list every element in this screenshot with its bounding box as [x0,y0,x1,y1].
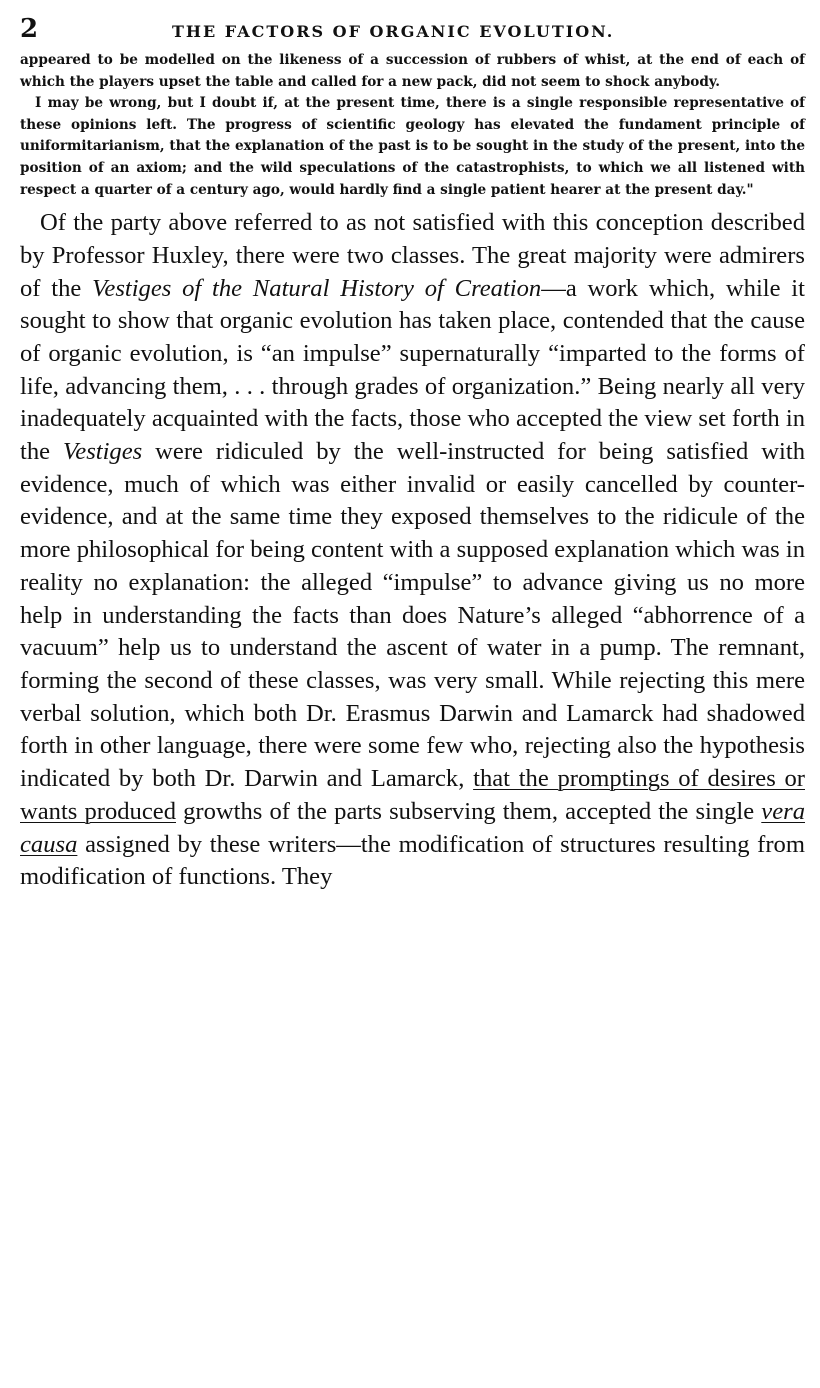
underlined-phrase: that the promptings of desires or wants produced [20,765,805,825]
body-paragraph [20,207,805,894]
quote-paragraph: I may be wrong, but I doubt if, at the present time, there is a single responsible representative of these opinions left. The progress of scientific geology has elevated the fundament principle of uniformitarianism, that the explanation of the past is to be sought in the study of the present, into the position of an axiom; and the wild speculations of the catastrophists, to which we all listened with respect a quarter of a century ago, would hardly find a single patient hearer at the present day." [20,95,805,198]
body-text-segment: assigned by these writers—the modification of structures resulting from modification of functions. They [20,830,805,891]
page-number: 2 [20,14,39,44]
quote-continuation: appeared to be modelled on the likeness of a succession of rubbers of whist, at the end of each of which the players upset the table and called for a new pack, did not seem to shock anybody. [20,52,805,90]
block-quotation [20,50,805,201]
italic-latin-phrase: vera causa [20,797,805,858]
body-text-segment: Of the party above referred to as not satisfied with this conception described by Professor Huxley, there were two classes. The great majority were admirers of the [20,209,805,302]
running-head [20,14,805,44]
italic-book-title-short: Vestiges [62,438,143,466]
book-page [20,14,805,894]
italic-book-title: Vestiges of the Natural History of Creation [92,274,542,302]
body-text-segment: were ridiculed by the well-instructed for being satisfied with evidence, much of which was either invalid or easily cancelled by counter-evidence, and at the same time they exposed themselves to the ridicule of the more philosophical for being content with a supposed explanation which was in reality no explanation: the alleged “impulse” to advance giving us no more help in understanding the facts than does Nature’s alleged “abhorrence of a vacuum” help us to understand the ascent of water in a pump. The remnant, forming the second of these classes, was very small. While rejecting this mere verbal solution, which both Dr. Erasmus Darwin and Lamarck had shadowed forth in other language, there were some few who, rejecting also the hypothesis indicated by both Dr. Darwin and Lamarck, [20,438,805,793]
running-title: THE FACTORS OF ORGANIC EVOLUTION. [172,22,615,41]
body-text-segment: growths of the parts subserving them, accepted the single [176,797,762,825]
body-text-segment: —a work which, while it sought to show that organic evolution has taken place, contended that the cause of organic evolution, is “an impulse” supernaturally “imparted to the forms of life, advancing them, . . . through grades of organization.” Being nearly all very inadequately acquainted with the facts, those who accepted the view set forth in the [20,274,805,466]
